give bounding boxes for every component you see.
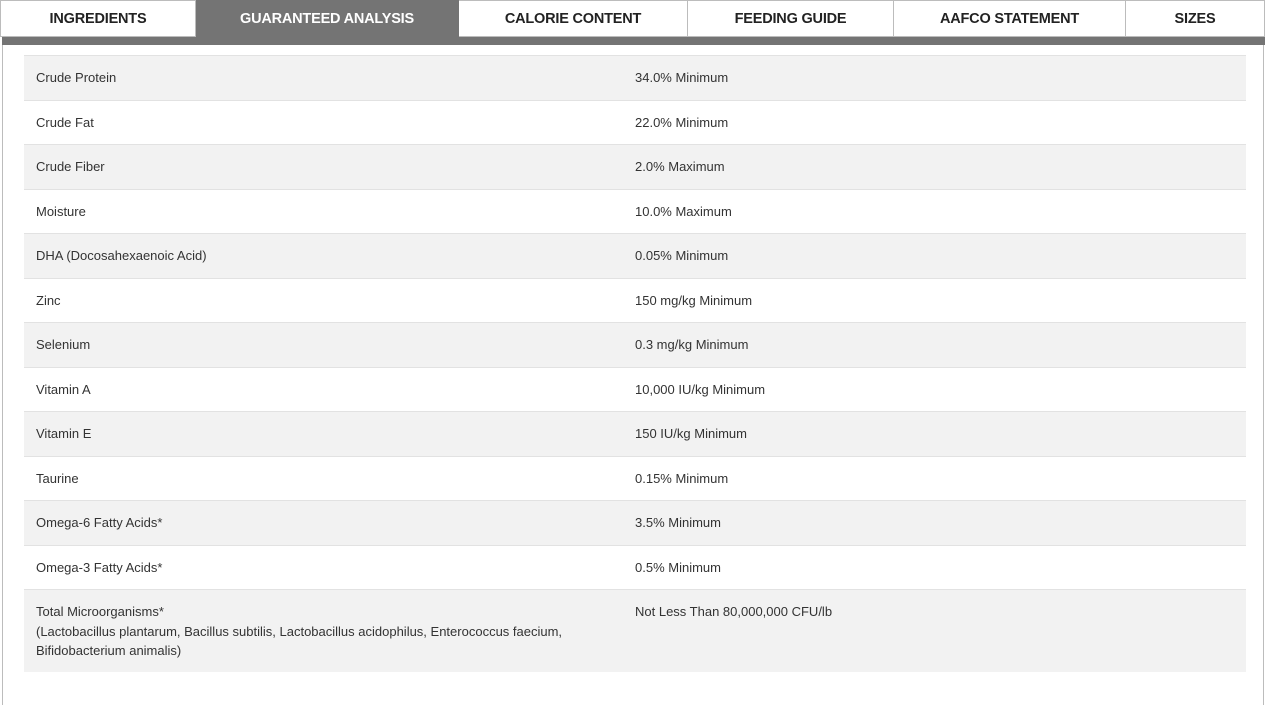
table-row xyxy=(24,412,1246,457)
tab-panel-guaranteed-analysis xyxy=(2,45,1264,705)
table-row xyxy=(24,457,1246,502)
nutrient-name: Omega-3 Fatty Acids* xyxy=(36,559,163,575)
table-row xyxy=(24,590,1246,672)
nutrient-name: Selenium xyxy=(36,337,91,352)
active-tab-accent-bar xyxy=(2,37,1265,45)
nutrient-name: DHA (Docosahexaenoic Acid) xyxy=(36,248,207,263)
table-row xyxy=(24,234,1246,279)
nutrient-name: Zinc xyxy=(36,292,61,308)
nutrient-name: Crude Protein xyxy=(36,70,117,85)
nutrient-name: Moisture xyxy=(36,203,86,219)
nutrient-value: 0.05% Minimum xyxy=(635,248,729,263)
nutrient-name-detail-line1: (Lactobacillus plantarum, Bacillus subtilis, Lactobacillus acidophilus, Enterococcus faecium, xyxy=(36,623,563,639)
nutrient-name: Vitamin E xyxy=(36,426,92,441)
nutrient-value: 22.0% Minimum xyxy=(635,114,729,130)
nutrient-value: 10,000 IU/kg Minimum xyxy=(635,381,766,397)
nutrient-value: 34.0% Minimum xyxy=(635,70,729,85)
nutrient-value: 2.0% Maximum xyxy=(635,159,725,174)
nutrient-value: 0.3 mg/kg Minimum xyxy=(635,337,749,352)
table-row xyxy=(24,279,1246,324)
nutrient-value: Not Less Than 80,000,000 CFU/lb xyxy=(635,604,833,619)
table-row xyxy=(24,56,1246,101)
nutrient-name-detail-line2: Bifidobacterium animalis) xyxy=(36,643,182,658)
table-row xyxy=(24,190,1246,235)
nutrient-value: 0.5% Minimum xyxy=(635,559,721,575)
nutrient-name: Omega-6 Fatty Acids* xyxy=(36,515,163,530)
tab-feeding-guide[interactable]: FEEDING GUIDE xyxy=(688,0,894,37)
product-tabs xyxy=(0,0,1265,37)
nutrient-value: 150 mg/kg Minimum xyxy=(635,292,753,308)
nutrient-name xyxy=(24,602,635,661)
nutrient-name: Vitamin A xyxy=(36,381,91,397)
nutrient-name: Crude Fiber xyxy=(36,159,105,174)
tab-calorie-content[interactable]: CALORIE CONTENT xyxy=(459,0,688,37)
tab-aafco-statement[interactable]: AAFCO STATEMENT xyxy=(894,0,1126,37)
table-row xyxy=(24,145,1246,190)
table-row xyxy=(24,323,1246,368)
tab-ingredients[interactable]: INGREDIENTS xyxy=(0,0,196,37)
table-row xyxy=(24,546,1246,591)
nutrient-name: Crude Fat xyxy=(36,114,94,130)
table-row xyxy=(24,101,1246,146)
table-row xyxy=(24,501,1246,546)
nutrient-value: 3.5% Minimum xyxy=(635,515,721,530)
nutrient-value: 10.0% Maximum xyxy=(635,203,732,219)
nutrient-value: 0.15% Minimum xyxy=(635,470,729,486)
table-row xyxy=(24,368,1246,413)
nutrient-name-main: Total Microorganisms* xyxy=(36,604,164,619)
tab-guaranteed-analysis[interactable]: GUARANTEED ANALYSIS xyxy=(196,0,459,37)
nutrient-value: 150 IU/kg Minimum xyxy=(635,426,747,441)
nutrient-name: Taurine xyxy=(36,470,79,486)
guaranteed-analysis-table xyxy=(24,55,1246,672)
tab-sizes[interactable]: SIZES xyxy=(1126,0,1265,37)
